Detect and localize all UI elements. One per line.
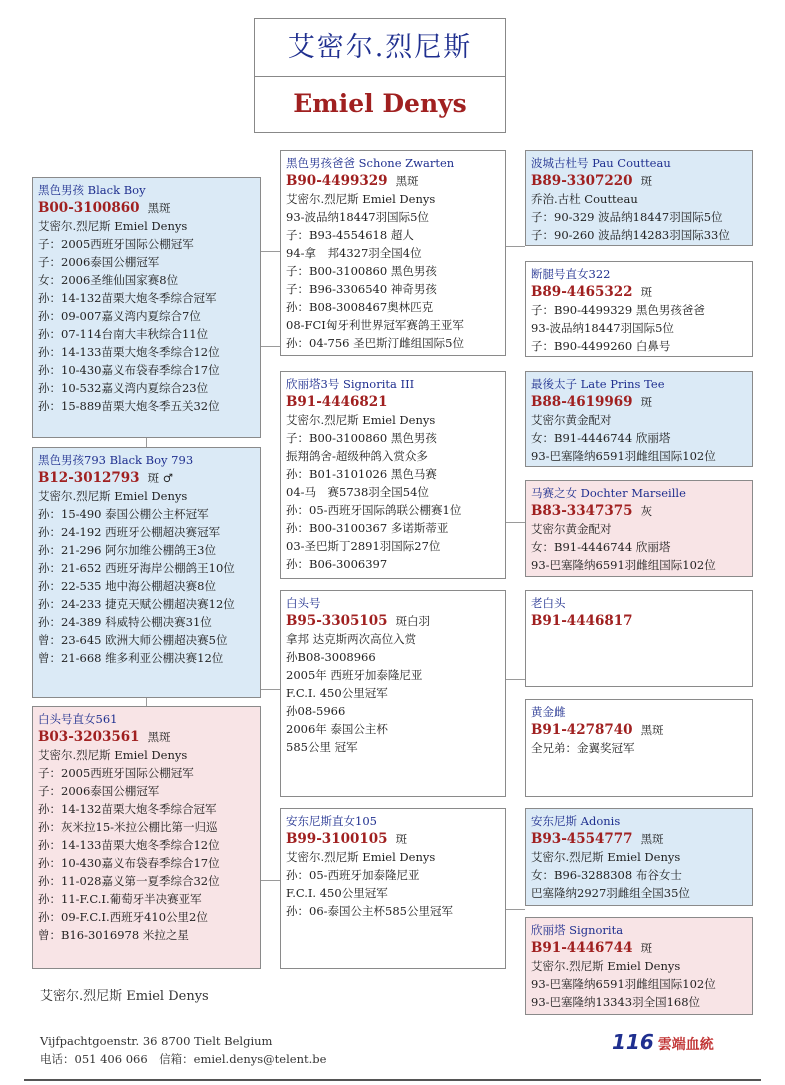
card-line: 孙：B06-3006397 xyxy=(286,557,388,571)
contact-block xyxy=(40,1032,326,1068)
card-line: 子：2006泰国公棚冠军 xyxy=(38,255,160,269)
ring-number: B89-4465322 xyxy=(531,284,633,300)
bird-name: 安东尼斯直女105 xyxy=(286,814,377,828)
card-line: 子：B00-3100860 黑色男孩 xyxy=(286,431,437,445)
pedigree-card-sire-dam xyxy=(525,261,753,357)
pedigree-card-subject-2 xyxy=(32,447,261,698)
card-line: 曾：B16-3016978 米拉之星 xyxy=(38,928,189,942)
ring-number: B00-3100860 xyxy=(38,200,140,216)
ring-number: B03-3203561 xyxy=(38,729,140,745)
bird-color: 斑 xyxy=(640,174,653,188)
card-line: 93-波品纳18447羽国际5位 xyxy=(286,210,429,224)
card-line: 孙：24-233 捷克天赋公棚超决赛12位 xyxy=(38,597,235,611)
card-line: 艾密尔.烈尼斯 Emiel Denys xyxy=(38,219,188,233)
pedigree-card-sire xyxy=(280,150,506,356)
card-line: 孙：14-133苗栗大炮冬季综合12位 xyxy=(38,838,220,852)
pedigree-card-sire2-sire xyxy=(525,590,753,687)
card-line: 孙：14-133苗栗大炮冬季综合12位 xyxy=(38,345,220,359)
card-line: 93-巴塞隆纳6591羽雌组国际102位 xyxy=(531,977,716,991)
bird-name: 断腿号直女322 xyxy=(531,267,611,281)
connector-line xyxy=(260,346,280,347)
card-line: 子：B96-3306540 神奇男孩 xyxy=(286,282,437,296)
card-line: 孙：06-泰国公主杯585公里冠军 xyxy=(286,904,453,918)
card-line: 拿邦 达克斯两次高位入赏 xyxy=(286,632,417,646)
bird-name: 黑色男孩爸爸 Schone Zwarten xyxy=(286,156,455,170)
bird-name: 白头号直女561 xyxy=(38,712,118,726)
card-line: 孙：15-889苗栗大炮冬季五关32位 xyxy=(38,399,220,413)
connector-line xyxy=(505,679,525,680)
bird-color: 灰 xyxy=(640,504,653,518)
ring-number: B99-3100105 xyxy=(286,831,388,847)
card-line: 93-巴塞隆纳6591羽雌组国际102位 xyxy=(531,558,716,572)
pedigree-card-dam-daughter xyxy=(32,706,261,969)
pedigree-card-dam-sire xyxy=(525,371,753,467)
card-line: 孙：09-F.C.I.西班牙410公里2位 xyxy=(38,910,208,924)
card-line: 乔治.古杜 Coutteau xyxy=(531,192,638,206)
card-line: 艾密尔.烈尼斯 Emiel Denys xyxy=(531,959,681,973)
bottom-divider xyxy=(24,1079,761,1081)
card-line: 孙：14-132苗栗大炮冬季综合冠军 xyxy=(38,291,217,305)
bird-color: 斑 ♂ xyxy=(147,471,174,485)
card-line: 2005年 西班牙加泰隆尼亚 xyxy=(286,668,423,682)
card-line: 孙：21-296 阿尔加维公棚鸽王3位 xyxy=(38,543,216,557)
ring-number: B91-4446744 xyxy=(531,940,633,956)
connector-line xyxy=(505,246,525,247)
bird-name: 黑色男孩 Black Boy xyxy=(38,183,146,197)
card-line: 子：B93-4554618 超人 xyxy=(286,228,414,242)
bird-name: 马赛之女 Dochter Marseille xyxy=(531,486,686,500)
card-line: 2006年 泰国公主杯 xyxy=(286,722,388,736)
bird-color: 斑白羽 xyxy=(395,614,431,628)
card-line: 艾密尔黄金配对 xyxy=(531,413,612,427)
connector-line xyxy=(505,522,525,523)
card-line: 艾密尔.烈尼斯 Emiel Denys xyxy=(286,413,436,427)
card-line: 子：2005西班牙国际公棚冠军 xyxy=(38,766,194,780)
bird-name: 黑色男孩793 Black Boy 793 xyxy=(38,453,194,467)
connector-line xyxy=(260,251,280,252)
pedigree-card-sire-sire xyxy=(525,150,753,246)
bird-color: 黑斑 xyxy=(147,201,171,215)
card-line: 女：B96-3288308 布谷女士 xyxy=(531,868,682,882)
card-line: 孙：24-389 科威特公棚决赛31位 xyxy=(38,615,212,629)
ring-number: B83-3347375 xyxy=(531,503,633,519)
ring-number: B91-4446817 xyxy=(531,613,633,629)
address-line: Vijfpachtgoenstr. 36 8700 Tielt Belgium xyxy=(40,1034,273,1048)
card-line: 子：2005西班牙国际公棚冠军 xyxy=(38,237,194,251)
bird-name: 波城古杜号 Pau Coutteau xyxy=(531,156,671,170)
card-line: 93-波品纳18447羽国际5位 xyxy=(531,321,674,335)
pedigree-card-dam2-dam xyxy=(525,917,753,1015)
card-line: 孙08-5966 xyxy=(286,704,346,718)
card-line: 孙：11-F.C.I.葡萄牙半决赛亚军 xyxy=(38,892,202,906)
contact-line: 电话：051 406 066 信箱：emiel.denys@telent.be xyxy=(40,1052,327,1066)
pedigree-card-sire-2 xyxy=(280,590,506,797)
card-line: 08-FCI匈牙利世界冠军赛鸽王亚军 xyxy=(286,318,464,332)
card-line: 艾密尔.烈尼斯 Emiel Denys xyxy=(38,748,188,762)
card-line: 孙：B00-3100367 多诺斯蒂亚 xyxy=(286,521,449,535)
bird-color: 黑斑 xyxy=(640,832,664,846)
card-line: 孙：21-652 西班牙海岸公棚鸽王10位 xyxy=(38,561,235,575)
pedigree-card-sire2-dam xyxy=(525,699,753,797)
ring-number: B89-3307220 xyxy=(531,173,633,189)
ring-number: B93-4554777 xyxy=(531,831,633,847)
card-line: 孙：15-490 泰国公棚公主杯冠军 xyxy=(38,507,209,521)
ring-number: B12-3012793 xyxy=(38,470,140,486)
ring-number: B90-4499329 xyxy=(286,173,388,189)
bird-name: 最後太子 Late Prins Tee xyxy=(531,377,665,391)
pedigree-card-dam-2 xyxy=(280,808,506,969)
pedigree-card-subject xyxy=(32,177,261,438)
bird-name: 老白头 xyxy=(531,596,566,610)
card-line: 艾密尔.烈尼斯 Emiel Denys xyxy=(286,192,436,206)
card-line: 巴塞隆纳2927羽雌组全国35位 xyxy=(531,886,690,900)
bird-name: 欣丽塔 Signorita xyxy=(531,923,624,937)
card-line: 女：B91-4446744 欣丽塔 xyxy=(531,540,671,554)
card-line: 孙：10-430嘉义布袋春季综合17位 xyxy=(38,363,220,377)
card-line: 子：B90-4499329 黑色男孩爸爸 xyxy=(531,303,705,317)
pedigree-card-dam-dam xyxy=(525,480,753,577)
card-line: 曾：21-668 维多利亚公棚决赛12位 xyxy=(38,651,224,665)
connector-line xyxy=(505,909,525,910)
connector-line xyxy=(260,689,280,690)
bird-color: 斑 xyxy=(640,395,653,409)
card-line: 孙：B08-3008467奥林匹克 xyxy=(286,300,434,314)
pedigree-card-dam2-sire xyxy=(525,808,753,906)
breeder-name-english: Emiel Denys xyxy=(293,89,467,118)
card-line: 孙：05-西班牙加泰隆尼亚 xyxy=(286,868,420,882)
ring-number: B88-4619969 xyxy=(531,394,633,410)
card-line: 孙：09-007嘉义湾内夏综合7位 xyxy=(38,309,201,323)
card-line: 艾密尔.烈尼斯 Emiel Denys xyxy=(531,850,681,864)
title-box xyxy=(254,18,506,133)
card-line: 孙：22-535 地中海公棚超决赛8位 xyxy=(38,579,216,593)
bird-name: 黄金雌 xyxy=(531,705,566,719)
bird-color: 黑斑 xyxy=(147,730,171,744)
connector-line xyxy=(260,880,280,881)
card-line: 孙B08-3008966 xyxy=(286,650,376,664)
ring-number: B91-4278740 xyxy=(531,722,633,738)
ring-number: B91-4446821 xyxy=(286,394,388,410)
card-line: 艾密尔.烈尼斯 Emiel Denys xyxy=(286,850,436,864)
card-line: 艾密尔黄金配对 xyxy=(531,522,612,536)
connector-line xyxy=(146,437,147,447)
bird-color: 斑 xyxy=(640,285,653,299)
card-line: F.C.I. 450公里冠军 xyxy=(286,886,388,900)
card-line: 孙：11-028嘉义第一夏季综合32位 xyxy=(38,874,220,888)
logo-number: 116 xyxy=(612,1030,654,1054)
ring-number: B95-3305105 xyxy=(286,613,388,629)
card-line: 孙：10-430嘉义布袋春季综合17位 xyxy=(38,856,220,870)
card-line: 孙：14-132苗栗大炮冬季综合冠军 xyxy=(38,802,217,816)
card-line: 孙：04-756 圣巴斯汀雌组国际5位 xyxy=(286,336,464,350)
card-line: 女：B91-4446744 欣丽塔 xyxy=(531,431,671,445)
connector-line xyxy=(146,697,147,706)
card-line: 94-拿 邦4327羽全国4位 xyxy=(286,246,422,260)
bird-color: 斑 xyxy=(395,832,408,846)
card-line: 93-巴塞隆纳6591羽雌组国际102位 xyxy=(531,449,716,463)
pedigree-card-dam xyxy=(280,371,506,579)
card-line: 孙：05-西班牙国际鸽联公棚赛1位 xyxy=(286,503,462,517)
card-line: 孙：B01-3101026 黑色马赛 xyxy=(286,467,437,481)
card-line: 585公里 冠军 xyxy=(286,740,358,754)
card-line: 孙：07-114台南大丰秋综合11位 xyxy=(38,327,209,341)
card-line: 振翔鸽舍-超级种鸽入赏众多 xyxy=(286,449,428,463)
bird-name: 白头号 xyxy=(286,596,321,610)
logo-text: 雲端血統 xyxy=(657,1037,714,1053)
breeder-signature: 艾密尔.烈尼斯 Emiel Denys xyxy=(40,989,209,1004)
card-line: 孙：24-192 西班牙公棚超决赛冠军 xyxy=(38,525,221,539)
card-line: 子：B90-4499260 白鼻号 xyxy=(531,339,671,353)
breeder-name-chinese: 艾密尔.烈尼斯 xyxy=(255,19,505,77)
card-line: 03-圣巴斯丁2891羽国际27位 xyxy=(286,539,441,553)
card-line: 04-马 赛5738羽全国54位 xyxy=(286,485,429,499)
bird-color: 斑 xyxy=(640,941,653,955)
bird-color: 黑斑 xyxy=(395,174,419,188)
card-line: F.C.I. 450公里冠军 xyxy=(286,686,388,700)
card-line: 子：2006泰国公棚冠军 xyxy=(38,784,160,798)
card-line: 孙：灰米拉15-米拉公棚比第一归巡 xyxy=(38,820,218,834)
bird-color: 黑斑 xyxy=(640,723,664,737)
card-line: 子：90-329 波品纳18447羽国际5位 xyxy=(531,210,723,224)
card-line: 艾密尔.烈尼斯 Emiel Denys xyxy=(38,489,188,503)
card-line: 曾：23-645 欧洲大师公棚超决赛5位 xyxy=(38,633,228,647)
card-line: 子：90-260 波品纳14283羽国际33位 xyxy=(531,228,730,242)
card-line: 子：B00-3100860 黑色男孩 xyxy=(286,264,437,278)
card-line: 女：2006圣维仙国家赛8位 xyxy=(38,273,179,287)
card-line: 全兄弟：金翼奖冠军 xyxy=(531,741,635,755)
bird-name: 安东尼斯 Adonis xyxy=(531,814,621,828)
bird-name: 欣丽塔3号 Signorita III xyxy=(286,377,415,391)
brand-logo xyxy=(612,1030,714,1058)
card-line: 93-巴塞隆纳13343羽全国168位 xyxy=(531,995,701,1009)
card-line: 孙：10-532嘉义湾内夏综合23位 xyxy=(38,381,209,395)
